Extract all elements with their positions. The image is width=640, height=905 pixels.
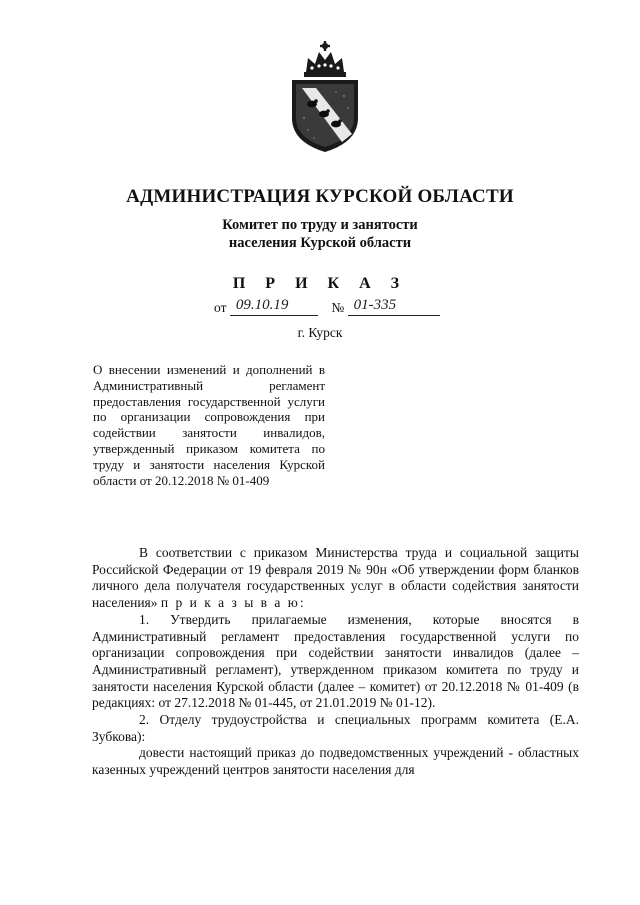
committee-line-2: населения Курской области (228, 235, 412, 251)
item-1-paragraph: 1. Утвердить прилагаемые изменения, которые вносятся в Административный регламент предоставления государственной услуги по организации сопровождения при содействии занятости инвалидов (далее – Административный регламент), утвержденном приказом комитета по труду и занятости населения Курской области (далее – комитет) от 20.12.2018 № 01-409 (в редакциях: от 27.12.2018 № 01-445, от 21.01.2019 № 01-12). (92, 611, 579, 711)
coat-of-arms-icon (282, 38, 368, 154)
preamble-paragraph (92, 545, 579, 612)
date-prefix: от (214, 300, 227, 315)
order-city: г. Курск (297, 325, 343, 340)
order-body (92, 545, 579, 779)
date-field (230, 297, 318, 316)
number-prefix: № (331, 300, 345, 315)
organization-title: АДМИНИСТРАЦИЯ КУРСКОЙ ОБЛАСТИ (126, 186, 514, 207)
preamble-text: В соответствии с приказом Министерства труда и социальной защиты Российской Федерации от 19 февраля 2019 № 90н «Об утверждении форм бланков личного дела получателя государственных услуг в области содействия занятости населения» (92, 545, 579, 611)
order-subject: О внесении изменений и дополнений в Административный регламент предоставления государственной услуги по организации сопровождения при содействии занятости инвалидов, утвержденный приказом комитета по труду и занятости населения Курской области от 20.12.2018 № 01-409 (93, 362, 325, 488)
number-field (348, 297, 440, 316)
handwritten-number: 01-335 (353, 297, 397, 313)
preamble-order-verb: п р и к а з ы в а ю: (160, 595, 306, 611)
handwritten-date: 09.10.19 (235, 297, 289, 313)
order-date-number-line (214, 297, 440, 316)
order-title: П Р И К А З (232, 275, 408, 292)
committee-name (0, 216, 640, 252)
item-2-paragraph: 2. Отделу трудоустройства и специальных программ комитета (Е.А. Зубкова): (92, 712, 579, 744)
item-2-subparagraph: довести настоящий приказ до подведомственных учреждений - областных казенных учреждений центров занятости населения для (92, 745, 579, 778)
committee-line-1: Комитет по труду и занятости (222, 217, 418, 233)
